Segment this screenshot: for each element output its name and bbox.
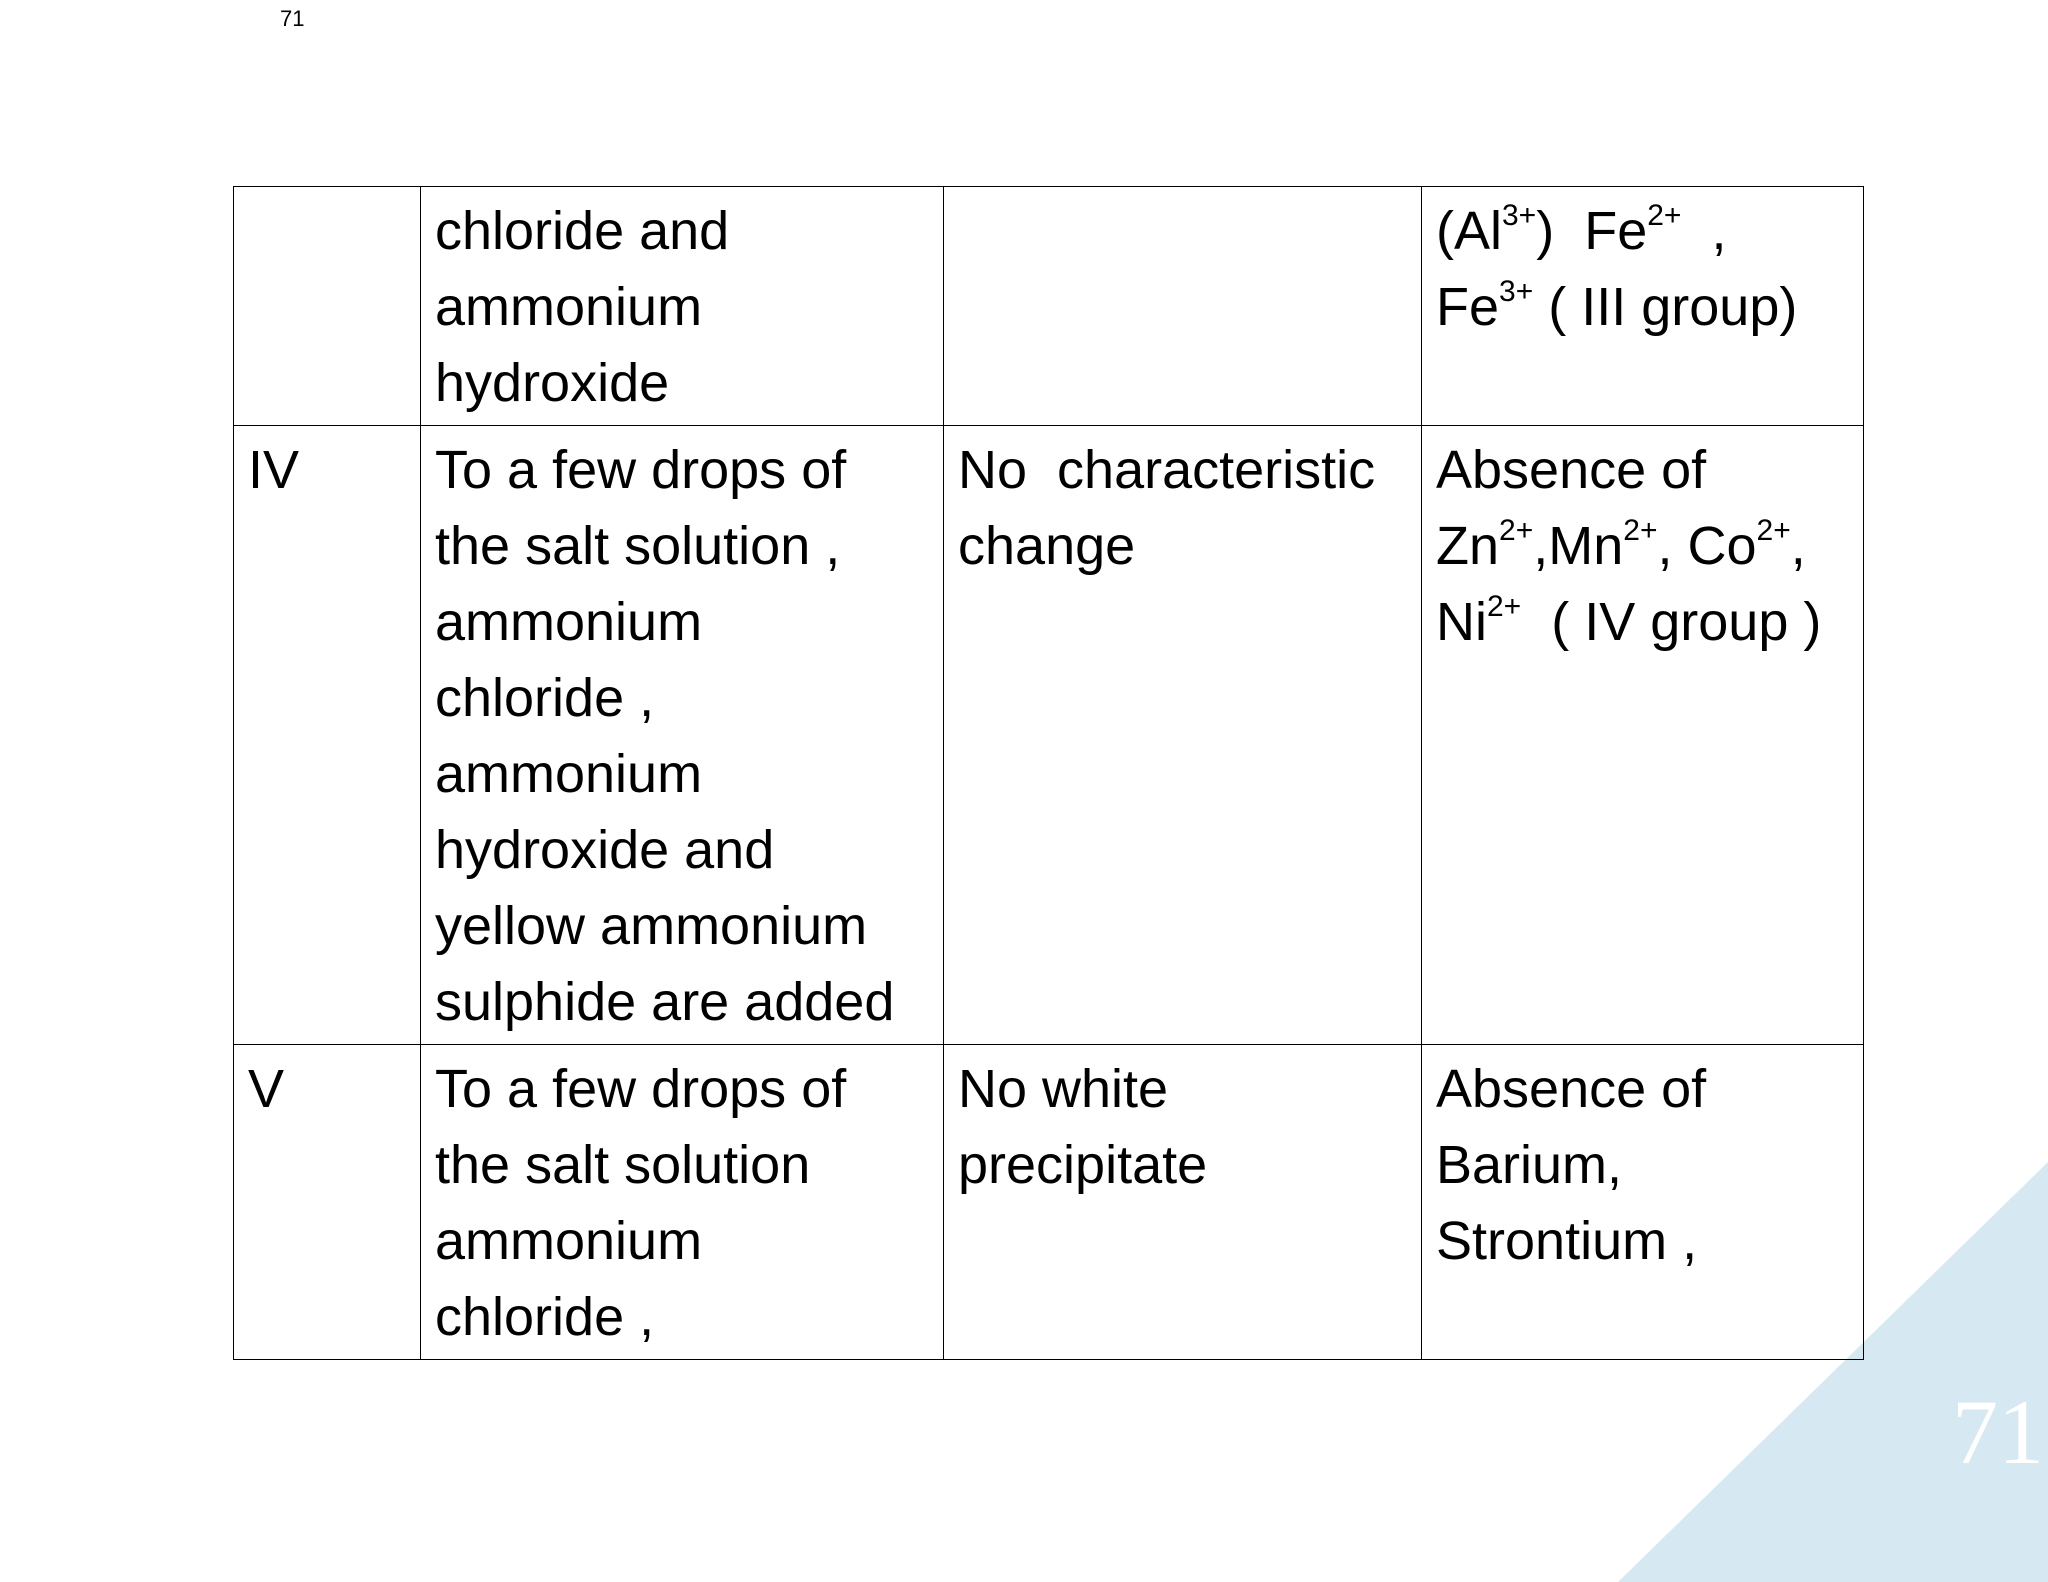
inference-line [1436,584,1851,660]
experiment-line: the salt solution , [435,516,841,576]
observation-cell [944,426,1422,1045]
inference-text: ( IV group ) [1521,592,1822,652]
table-row [234,187,1864,426]
qualitative-analysis-table [233,186,1864,1360]
charge-superscript: 2+ [1487,590,1522,623]
observation-line: No characteristic [958,440,1376,500]
observation-line: change [958,516,1136,576]
inference-text: , Co [1657,516,1757,576]
inference-cell [1422,1045,1864,1360]
inference-line [1436,193,1851,269]
table-row [234,1045,1864,1360]
experiment-line: chloride and [435,201,730,261]
experiment-line: chloride , [435,668,655,728]
experiment-line: To a few drops of [435,1059,847,1119]
experiment-line: chloride , [435,1287,655,1347]
inference-text: Zn [1436,516,1500,576]
experiment-line: sulphide are added [435,972,895,1032]
experiment-cell [421,187,944,426]
inference-text: ( III group) [1533,277,1798,337]
charge-superscript: 2+ [1756,514,1791,547]
charge-superscript: 2+ [1647,199,1682,232]
inference-text: Ni [1436,592,1487,652]
experiment-line: ammonium [435,277,703,337]
inference-line [1436,269,1851,345]
inference-text: , [1790,516,1806,576]
inference-line: Strontium , [1436,1211,1698,1271]
inference-line: Absence of [1436,1059,1707,1119]
inference-cell [1422,426,1864,1045]
experiment-line: ammonium [435,1211,703,1271]
observation-line: precipitate [958,1135,1208,1195]
group-cell: V [234,1045,421,1360]
charge-superscript: 3+ [1502,199,1537,232]
experiment-cell [421,1045,944,1360]
charge-superscript: 2+ [1499,514,1534,547]
observation-line: No white [958,1059,1169,1119]
observation-cell [944,187,1422,426]
inference-text: ) Fe [1536,201,1648,261]
observation-cell [944,1045,1422,1360]
experiment-line: ammonium [435,592,703,652]
experiment-line: To a few drops of [435,440,847,500]
inference-text: ,Mn [1533,516,1624,576]
charge-superscript: 3+ [1499,275,1534,308]
inference-text: Fe [1436,277,1500,337]
inference-text: , [1681,201,1727,261]
group-cell: IV [234,426,421,1045]
inference-line: Barium, [1436,1135,1623,1195]
page-number-corner: 71 [1952,1381,2044,1483]
inference-text: (Al [1436,201,1502,261]
inference-line [1436,508,1851,584]
experiment-line: hydroxide and [435,820,775,880]
experiment-line: ammonium [435,744,703,804]
experiment-line: hydroxide [435,353,670,413]
page-number-top: 71 [280,6,305,31]
group-cell [234,187,421,426]
charge-superscript: 2+ [1623,514,1658,547]
inference-line: Absence of [1436,440,1707,500]
experiment-line: the salt solution [435,1135,811,1195]
inference-cell [1422,187,1864,426]
experiment-cell [421,426,944,1045]
experiment-line: yellow ammonium [435,896,868,956]
table-row [234,426,1864,1045]
